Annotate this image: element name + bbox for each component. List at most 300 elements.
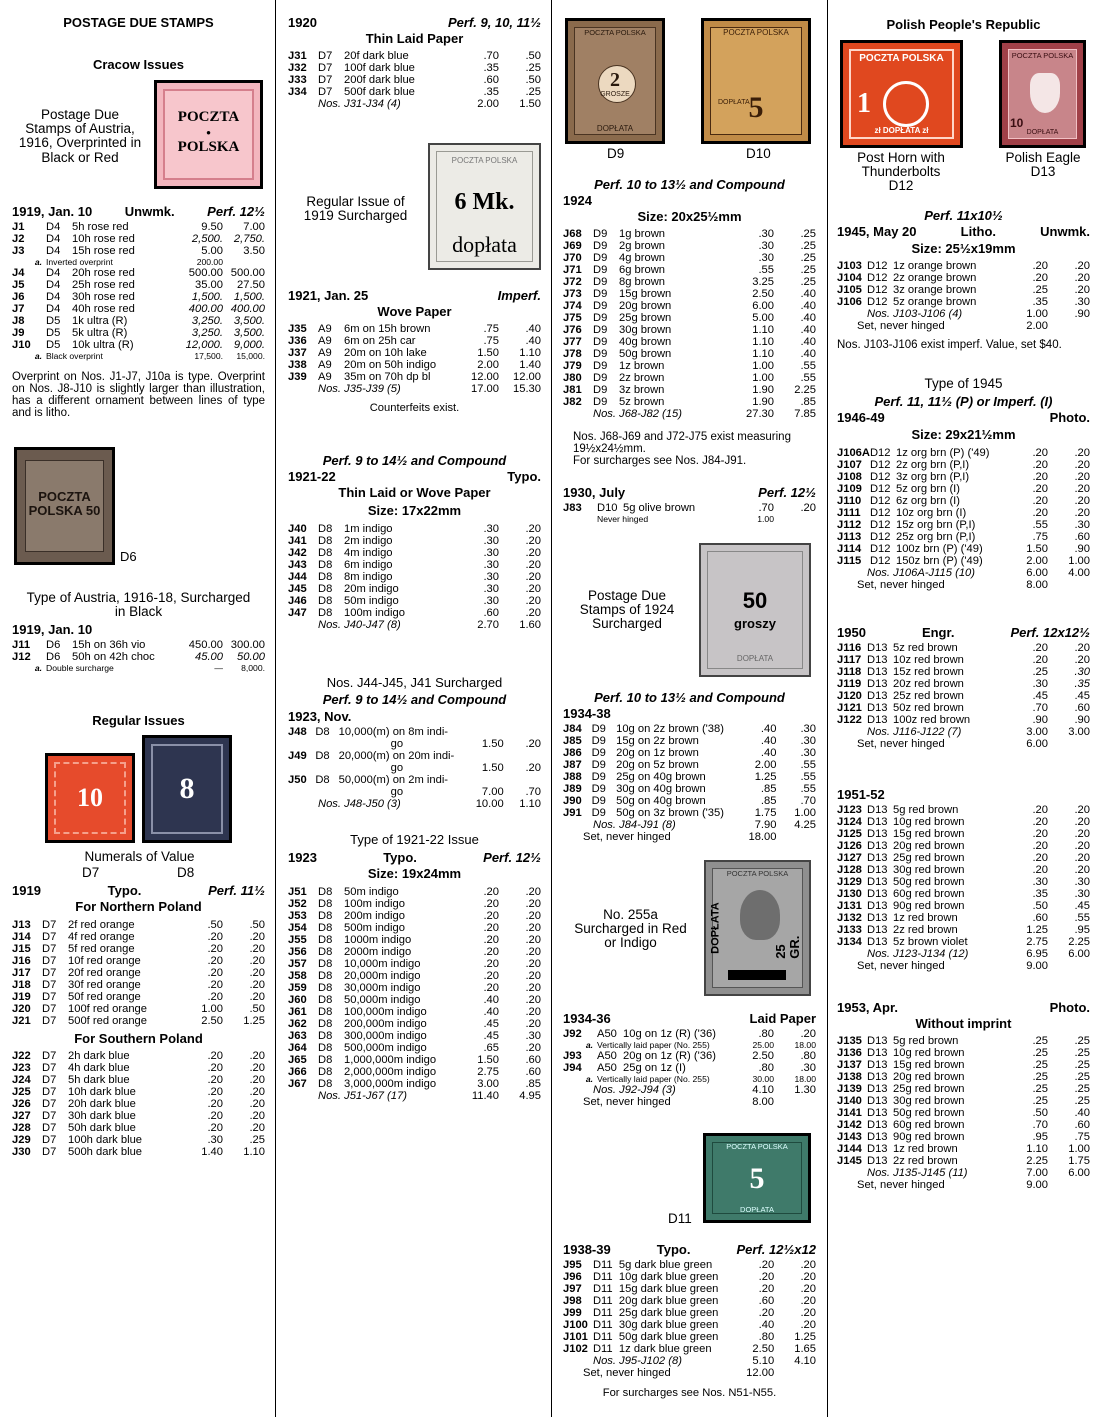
table-row [563, 228, 816, 240]
mint-value: .25 [1032, 666, 1048, 678]
mint-value: 6.00 [1026, 738, 1048, 750]
stamp-description: 5g red brown [893, 804, 959, 816]
issue-description: Nos. J44-J45, J41 Surcharged [326, 675, 503, 690]
design-type: D12 [867, 260, 888, 272]
stamp-image-d8: 8 [142, 735, 232, 843]
used-value: 3.50 [243, 245, 265, 257]
used-value [1048, 1179, 1090, 1191]
mint-value: .55 [1032, 519, 1048, 531]
catalog-number: J117 [837, 654, 862, 666]
mint-value: 450.00 [188, 639, 223, 651]
stamp-description: 100m indigo [344, 898, 405, 910]
catalog-number: J34 [288, 86, 307, 98]
table-row [837, 555, 1090, 567]
used-value: .30 [1074, 519, 1090, 531]
table-row [563, 1028, 816, 1040]
used-value [504, 750, 541, 762]
catalog-number: J65 [288, 1054, 307, 1066]
design-type: D8 [318, 910, 333, 922]
stamp-description: 50h dark blue [68, 1122, 136, 1134]
issue-header: 1923 Typo. Perf. 12½ [288, 850, 541, 865]
catalog-number: J61 [288, 1006, 307, 1018]
catalog-number: J110 [837, 495, 862, 507]
used-value: .25 [525, 86, 541, 98]
used-value: .20 [800, 1283, 816, 1295]
total-label: Nos. J95-J102 (8) [593, 1355, 682, 1367]
stamp-description: 1z org brn (P) ('49) [895, 447, 990, 459]
used-value: .20 [1074, 816, 1090, 828]
mint-value: .70 [483, 50, 499, 62]
catalog-number: J124 [837, 816, 862, 828]
design-type: D7 [42, 1146, 57, 1158]
used-value: .20 [249, 991, 265, 1003]
stamp-description: 100z brn (P) ('49) [895, 543, 983, 555]
design-type: A9 [318, 347, 332, 359]
catalog-number: J144 [837, 1143, 862, 1155]
design-type: D4 [46, 291, 61, 303]
mint-value: .60 [483, 607, 499, 619]
total-row [288, 1090, 541, 1102]
table-row [563, 735, 816, 747]
stamp-description: 30g on 40g brown [616, 783, 706, 795]
mint-value: .20 [207, 1122, 223, 1134]
used-value: .20 [800, 1295, 816, 1307]
design-type: D6 [46, 639, 61, 651]
table-row [288, 347, 541, 359]
variety-letter: a. [585, 1040, 593, 1050]
stamp-description: 20f dark blue [344, 50, 409, 62]
total-label: Nos. J135-J145 (11) [867, 1167, 968, 1179]
mint-value: .20 [758, 1283, 775, 1295]
mint-value: .30 [483, 547, 499, 559]
mint-value: .20 [1032, 483, 1048, 495]
issue-description: No. 255a Surcharged in Red or Indigo [574, 907, 687, 951]
catalog-number: J42 [288, 547, 307, 559]
mint-value: .30 [483, 583, 499, 595]
stamp-description: 10k ultra (R) [72, 339, 134, 351]
design-type: D13 [867, 678, 888, 690]
mint-value: 5.00 [201, 245, 223, 257]
used-value: .20 [525, 762, 541, 774]
stamp-description: 25g brown [619, 312, 672, 324]
mint-value: .20 [207, 1074, 223, 1086]
subsection-title: For Southern Poland [74, 1031, 203, 1046]
paper-label: Wove Paper [377, 304, 452, 319]
mint-value: 3.00 [1026, 726, 1048, 738]
catalog-number: J131 [837, 900, 862, 912]
catalog-number: J82 [563, 396, 582, 408]
table-row [563, 336, 816, 348]
table-row [837, 495, 1090, 507]
design-type: D9 [591, 807, 606, 819]
column-divider [275, 0, 276, 1417]
mint-value: .45 [483, 1030, 499, 1042]
catalog-number: J104 [837, 272, 862, 284]
design-type: D7 [42, 1015, 57, 1027]
table-row [288, 738, 541, 750]
design-type [315, 762, 338, 774]
design-type: D13 [867, 1059, 888, 1071]
stamp-description: 100m indigo [344, 607, 405, 619]
design-type: D13 [867, 876, 888, 888]
catalog-number: J92 [563, 1028, 582, 1040]
stamp-description: 200f dark blue [344, 74, 415, 86]
used-value: .20 [525, 607, 541, 619]
table-row [837, 816, 1090, 828]
mint-value: .20 [483, 958, 499, 970]
catalog-number [288, 738, 315, 750]
stamp-description: 25g on 40g brown [616, 771, 706, 783]
table-row [12, 1003, 265, 1015]
total-label: Nos. J48-J50 (3) [318, 798, 401, 810]
mint-value: 8.00 [752, 1096, 774, 1108]
design-type: D8 [318, 970, 333, 982]
catalog-number: J32 [288, 62, 307, 74]
used-value: .20 [249, 943, 265, 955]
stamp-description: 6z org brn (I) [895, 495, 961, 507]
catalog-number: J60 [288, 994, 307, 1006]
catalog-table [563, 723, 816, 843]
section-title: Polish People's Republic [886, 17, 1041, 32]
catalog-number: J113 [837, 531, 862, 543]
design-type: D8 [315, 726, 330, 738]
mint-value: 1.50 [477, 1054, 499, 1066]
catalog-number: J41 [288, 535, 307, 547]
design-type: D8 [318, 994, 333, 1006]
mint-value: 1.10 [752, 336, 774, 348]
table-row [837, 852, 1090, 864]
used-value: .20 [525, 523, 541, 535]
catalog-table [837, 447, 1090, 591]
design-type: D12 [869, 471, 891, 483]
stamp-description: 90g red brown [893, 900, 965, 912]
issue-header: 1924 [563, 193, 592, 208]
design-type: D13 [867, 1155, 888, 1167]
design-type: D13 [867, 1035, 888, 1047]
table-row [563, 771, 816, 783]
table-row [837, 519, 1090, 531]
catalog-number: J37 [288, 347, 307, 359]
used-value: 3,500. [233, 315, 265, 327]
design-type: D7 [318, 50, 333, 62]
design-type: D9 [593, 348, 608, 360]
table-row [837, 1095, 1090, 1107]
perf-label: Perf. 10 to 13½ and Compound [594, 177, 785, 192]
used-value: 1.10 [519, 347, 541, 359]
design-type: D8 [318, 1018, 333, 1030]
stamp-description: 100f red orange [68, 1003, 147, 1015]
table-row [563, 372, 816, 384]
table-row [837, 864, 1090, 876]
catalog-number: J2 [12, 233, 25, 245]
catalog-number: J30 [12, 1146, 31, 1158]
catalog-number: J141 [837, 1107, 862, 1119]
catalog-number: J38 [288, 359, 307, 371]
catalog-number: J80 [563, 372, 582, 384]
mint-value: 2.00 [1026, 555, 1048, 567]
stamp-description: 6m on 25h car [344, 335, 416, 347]
set-row [563, 1096, 816, 1108]
used-value: 1.00 [1068, 555, 1090, 567]
issue-header: 1946-49 Photo. [837, 410, 1090, 425]
design-type: D13 [867, 828, 888, 840]
used-value: 15,000. [236, 351, 265, 361]
mint-value: 2.50 [752, 1343, 775, 1355]
catalog-number: J86 [563, 747, 582, 759]
set-label: Set, never hinged [583, 1096, 671, 1108]
design-type: D13 [867, 936, 888, 948]
used-value: .20 [249, 1050, 265, 1062]
mint-value: 1.10 [1026, 1143, 1048, 1155]
table-row [837, 507, 1090, 519]
used-value: .40 [525, 335, 541, 347]
catalog-number: J119 [837, 678, 862, 690]
catalog-number: J52 [288, 898, 307, 910]
design-type: D13 [867, 1083, 888, 1095]
mint-value: .20 [1032, 654, 1048, 666]
used-value: 400.00 [230, 303, 265, 315]
mint-value: 3,250. [191, 315, 223, 327]
catalog-number: J44 [288, 571, 307, 583]
catalog-number: J87 [563, 759, 582, 771]
stamp-description: 150z brn (P) ('49) [895, 555, 983, 567]
used-value [776, 831, 816, 843]
mint-value: .20 [1032, 507, 1048, 519]
mint-value: 1.50 [477, 347, 499, 359]
used-value: .70 [800, 795, 816, 807]
used-value: .20 [249, 979, 265, 991]
design-type: D7 [42, 1098, 57, 1110]
catalog-number: J106 [837, 296, 862, 308]
total-row [837, 567, 1090, 579]
variety-letter: a. [34, 663, 42, 673]
stamp-description: 5h rose red [72, 221, 129, 233]
catalog-number: J90 [563, 795, 582, 807]
total-label: Nos. J123-J134 (12) [867, 948, 969, 960]
mint-value: .35 [483, 62, 499, 74]
catalog-number: J13 [12, 919, 31, 931]
mint-value: .25 [1032, 1095, 1048, 1107]
table-row [563, 723, 816, 735]
used-value: .20 [249, 955, 265, 967]
total-row [563, 1355, 816, 1367]
catalog-number: J112 [837, 519, 862, 531]
stamp-description: 30h rose red [72, 291, 135, 303]
used-value: 18.00 [794, 1074, 816, 1084]
stamp-description: 2f red orange [68, 919, 135, 931]
mint-value: .20 [758, 1271, 775, 1283]
used-value: .75 [1074, 1131, 1090, 1143]
catalog-table [288, 886, 541, 1102]
size-label: Size: 19x24mm [367, 866, 462, 881]
stamp-description: 10g on 2z brown ('38) [616, 723, 724, 735]
catalog-number [288, 762, 315, 774]
used-value: .25 [249, 1134, 265, 1146]
used-value: .20 [525, 595, 541, 607]
table-row [288, 595, 541, 607]
stamp-image-6mk: POCZTA POLSKA 6 Mk. dopłata [428, 143, 541, 270]
table-row [837, 912, 1090, 924]
stamp-description: 1z red brown [893, 912, 958, 924]
design-type: D6 [46, 651, 61, 663]
stamp-description: 20h rose red [72, 267, 135, 279]
used-value: .30 [1074, 666, 1090, 678]
table-row [563, 1271, 816, 1283]
catalog-number: J9 [12, 327, 25, 339]
used-value: .85 [525, 1078, 541, 1090]
mint-value: 1.90 [752, 384, 774, 396]
design-type: D9 [591, 795, 606, 807]
stamp-description: 5z red brown [893, 642, 958, 654]
design-type: D7 [318, 62, 333, 74]
catalog-number: J25 [12, 1086, 31, 1098]
variety-row [12, 351, 265, 361]
catalog-table [837, 1035, 1090, 1191]
catalog-number: J22 [12, 1050, 31, 1062]
design-type: D9 [593, 228, 608, 240]
table-row [837, 900, 1090, 912]
table-row [288, 535, 541, 547]
stamp-description: 60g red brown [893, 1119, 965, 1131]
stamp-description: 3z org brn (P,I) [895, 471, 970, 483]
catalog-number: J114 [837, 543, 862, 555]
catalog-number: J139 [837, 1083, 862, 1095]
table-row [837, 1131, 1090, 1143]
design-type: D13 [867, 714, 888, 726]
mint-value: 1.40 [201, 1146, 223, 1158]
table-row [563, 1295, 816, 1307]
paper-label: Thin Laid Paper [365, 31, 464, 46]
table-row [12, 1098, 265, 1110]
catalog-number [288, 786, 315, 798]
table-row [563, 324, 816, 336]
mint-value: 2.00 [477, 359, 499, 371]
mint-value: .30 [758, 240, 774, 252]
table-row [837, 284, 1090, 296]
used-value: .40 [800, 312, 816, 324]
table-row [563, 1062, 816, 1074]
table-row [12, 1062, 265, 1074]
used-value: 6.00 [1068, 948, 1090, 960]
used-value: .20 [249, 1086, 265, 1098]
catalog-number: J55 [288, 934, 307, 946]
used-value: .20 [525, 571, 541, 583]
table-row [288, 1054, 541, 1066]
subsection-title: For Northern Poland [75, 899, 202, 914]
stamp-description: 20f red orange [68, 967, 141, 979]
mint-value: 3,250. [191, 327, 223, 339]
stamp-description: 50g red brown [893, 876, 965, 888]
mint-value: 12.00 [471, 371, 499, 383]
catalog-number: J11 [12, 639, 31, 651]
mint-value: .20 [207, 967, 223, 979]
used-value: 1.00 [1068, 1143, 1090, 1155]
design-type: D12 [869, 483, 891, 495]
variety-row [563, 514, 816, 524]
stamp-description: 500h dark blue [68, 1146, 143, 1158]
design-type: D8 [318, 1006, 333, 1018]
design-type: D12 [869, 519, 891, 531]
used-value: 27.50 [237, 279, 265, 291]
table-row [288, 922, 541, 934]
mint-value: 2.75 [1026, 936, 1048, 948]
design-type: D7 [42, 991, 57, 1003]
design-type: D4 [46, 267, 61, 279]
table-row [12, 221, 265, 233]
mint-value: 6.00 [752, 300, 774, 312]
figure-caption: D9 [607, 146, 625, 161]
design-type: D9 [593, 324, 608, 336]
variety-description: Vertically laid paper (No. 255) [597, 1074, 710, 1084]
table-row [837, 840, 1090, 852]
catalog-table [563, 228, 816, 420]
used-value: 18.00 [794, 1040, 816, 1050]
table-row [288, 910, 541, 922]
stamp-description: 500m indigo [344, 922, 405, 934]
stamp-description: 30g dark blue green [618, 1319, 719, 1331]
catalog-number: J43 [288, 559, 307, 571]
catalog-number: J16 [12, 955, 31, 967]
cracow-description: Postage Due Stamps of Austria, 1916, Overprinted in Black or Red [18, 107, 142, 165]
figure-caption: D10 [746, 146, 771, 161]
stamp-description: 15z red brown [893, 666, 964, 678]
catalog-number: J6 [12, 291, 25, 303]
used-value [504, 774, 541, 786]
stamp-description: 4h dark blue [68, 1062, 130, 1074]
used-value: .20 [525, 1042, 541, 1054]
mint-value: .35 [483, 86, 499, 98]
stamp-description: 5g olive brown [623, 502, 696, 514]
table-row [12, 955, 265, 967]
stamp-image-d9: POCZTA POLSKA 2 GROSZE DOPŁATA [565, 18, 665, 144]
used-value: .90 [1074, 543, 1090, 555]
table-row [12, 245, 265, 257]
stamp-description: 25g red brown [893, 1083, 965, 1095]
used-value: .20 [249, 1074, 265, 1086]
issue-header: 1923, Nov. [288, 709, 352, 724]
stamp-description: 30g brown [619, 324, 672, 336]
mint-value: 2.70 [477, 619, 499, 631]
table-row [288, 547, 541, 559]
stamp-image-50groszy: 50 groszy DOPŁATA [699, 543, 811, 677]
mint-value: .20 [207, 943, 223, 955]
used-value: .20 [1074, 828, 1090, 840]
table-row [837, 543, 1090, 555]
table-row [837, 642, 1090, 654]
catalog-number: J51 [288, 886, 307, 898]
used-value: .20 [1074, 459, 1090, 471]
stamp-description: 2h dark blue [68, 1050, 130, 1062]
issue-description: Type of 1921-22 Issue [350, 832, 479, 847]
mint-value: 6.00 [1026, 567, 1048, 579]
mint-value: 1.00 [201, 1003, 223, 1015]
catalog-number: J88 [563, 771, 582, 783]
table-row [837, 296, 1090, 308]
table-row [12, 291, 265, 303]
table-row [12, 1050, 265, 1062]
used-value: .90 [1074, 308, 1090, 320]
total-row [288, 383, 541, 395]
design-type: D9 [593, 384, 608, 396]
catalog-number: J133 [837, 924, 862, 936]
mint-value: 2.50 [201, 1015, 223, 1027]
design-type: D9 [593, 264, 608, 276]
issue-header: 1920 Perf. 9, 10, 11½ [288, 15, 541, 30]
design-type: D8 [318, 946, 333, 958]
subsection-title: Cracow Issues [92, 57, 185, 72]
mint-value: 4.10 [752, 1084, 774, 1096]
catalog-number: J59 [288, 982, 307, 994]
